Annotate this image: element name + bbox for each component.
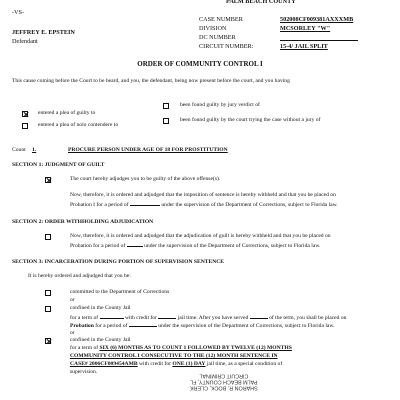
clerk-stamp — [190, 372, 258, 391]
jail2-credit-text: with credit for — [139, 361, 171, 367]
versus-label: -VS- — [12, 9, 25, 16]
section2-checkbox[interactable] — [45, 234, 51, 240]
section2-line1: Now, therefore, it is ordered and adjudged that the adjudication of guilt is hereby withheld and that you be placed on — [70, 233, 331, 239]
county-heading: PALM BEACH COUNTY — [226, 0, 296, 5]
dc-number-label: DC NUMBER — [199, 34, 236, 41]
plea-court-checkbox[interactable] — [163, 118, 169, 124]
section1-adjudge-text: The court hereby adjudges you to be guilty of the above offense(s). — [70, 176, 221, 182]
plea-nolo-checkbox[interactable] — [22, 123, 28, 129]
jail2-term-text: for a term of — [70, 345, 99, 351]
plea-court-label: been found guilty by the court trying the case without a jury of — [180, 117, 321, 123]
section3-jail2-line1 — [70, 345, 292, 352]
jail-served-text: jail time. After you have served — [177, 315, 249, 321]
section3-doc-checkbox[interactable] — [45, 290, 51, 296]
section3-jail2-label: confined in the County Jail — [70, 337, 131, 343]
page-title: ORDER OF COMMUNITY CONTROL I — [137, 60, 263, 68]
section3-or-1: or — [70, 297, 75, 303]
intro-text: This cause coming before the Court to be heard, and you, the defendant, being now present before the court, and you having — [12, 78, 290, 84]
stamp-line-3: CIRCUIT CRIMINAL — [199, 372, 249, 379]
jail-placed-text: of the term, you shall be placed on — [269, 315, 347, 321]
case-number-value: 502008CF009381AXXXMB — [280, 16, 354, 23]
jail-term-blank — [100, 313, 124, 319]
section3-jail-checkbox[interactable] — [45, 306, 51, 312]
defendant-label: Defendant — [12, 38, 38, 45]
jail2-credit-value: ONE (1) DAY — [172, 361, 206, 367]
count-label: Count — [12, 147, 26, 153]
case-number-label: CASE NUMBER — [199, 16, 243, 23]
section1-line2-start: Probation I for a period of — [70, 202, 129, 208]
count-offense: PROCURE PERSON UNDER AGE OF 18 FOR PROSTITUTION — [68, 147, 228, 153]
defendant-name: JEFFREY E. EPSTEIN — [12, 29, 75, 36]
stamp-line-1: SHARON R. BOCK, CLERK — [190, 384, 258, 391]
section2-line2-end: under the supervision of the Department of Corrections, subject to Florida law. — [144, 243, 321, 249]
section1-checkbox[interactable] — [45, 177, 51, 183]
jail2-case-number: CASE# 2006CF009454AMB — [70, 361, 138, 367]
jail2-term-value: SIX (6) MONTHS AS TO COUNT 1 FOLLOWED BY TWELVE (12) MONTHS — [99, 345, 292, 351]
section2-heading: SECTION 2: ORDER WITHHOLDING ADJUDICATION — [12, 219, 154, 225]
probation-period-text: for a period of — [95, 323, 128, 329]
section3-heading: SECTION 3: INCARCERATION DURING PORTION OF SUPERVISION SENTENCE — [12, 259, 225, 265]
jail-served-blank — [250, 313, 268, 319]
section3-jail2-checkbox[interactable] — [45, 338, 51, 344]
section3-jail-label: confined in the County Jail — [70, 305, 131, 311]
section2-line2-start: Probation for a period of — [70, 243, 126, 249]
plea-jury-label: been found guilty by jury verdict of — [180, 102, 260, 108]
dc-number-line — [280, 40, 358, 41]
section3-jail2-line3 — [70, 361, 282, 368]
section3-ordered-text: It is hereby ordered and adjudged that you be: — [28, 273, 131, 279]
section1-heading: SECTION 1: JUDGMENT OF GUILT — [12, 162, 105, 168]
jail-credit-blank — [158, 313, 176, 319]
jail-credit-text: with credit for — [124, 315, 157, 321]
section2-line2 — [70, 241, 320, 250]
section3-jail-line2 — [70, 321, 334, 330]
stamp-line-2: PALM BEACH COUNTY, FL — [190, 378, 258, 385]
section3-jail2-line4: supervision. — [70, 369, 98, 375]
plea-guilty-label: entered a plea of guilty to — [38, 110, 96, 116]
section1-line1: Now, therefore, it is ordered and adjudged that the imposition of sentence is hereby withheld and that you be placed on — [70, 192, 336, 198]
section1-line2 — [70, 200, 338, 209]
circuit-number-label: CIRCUIT NUMBER: — [199, 43, 254, 50]
section3-doc-label: committed to the Department of Corrections — [70, 289, 170, 295]
jail2-condition-text: jail time, as a special condition of — [206, 361, 283, 367]
jail-term-text: for a term of — [70, 315, 99, 321]
probation-period-blank — [129, 321, 157, 327]
division-label: DIVISION — [199, 25, 227, 32]
plea-nolo-label: entered a plea of nolo contendere to — [38, 122, 119, 128]
division-value: MCSORLEY "W" — [280, 25, 331, 32]
section1-period-blank — [130, 200, 160, 206]
circuit-number-value: 15-4/ JAIL SPLIT — [280, 43, 328, 50]
probation-supervision-text: under the supervision of the Department of Corrections, subject to Florida law. — [158, 323, 335, 329]
section3-or-2: or — [70, 330, 75, 336]
plea-jury-checkbox[interactable] — [163, 103, 169, 109]
section1-line2-end: under the supervision of the Department of Corrections, subject to Florida law. — [161, 202, 338, 208]
section2-period-blank — [127, 241, 143, 247]
section3-jail2-line2: COMMUNITY CONTROL I CONSECUTIVE TO THE (12) MONTH SENTENCE IN — [70, 353, 278, 359]
probation-word: Probation — [70, 323, 94, 329]
plea-guilty-checkbox[interactable] — [22, 111, 28, 117]
count-number: 1. — [32, 147, 37, 153]
